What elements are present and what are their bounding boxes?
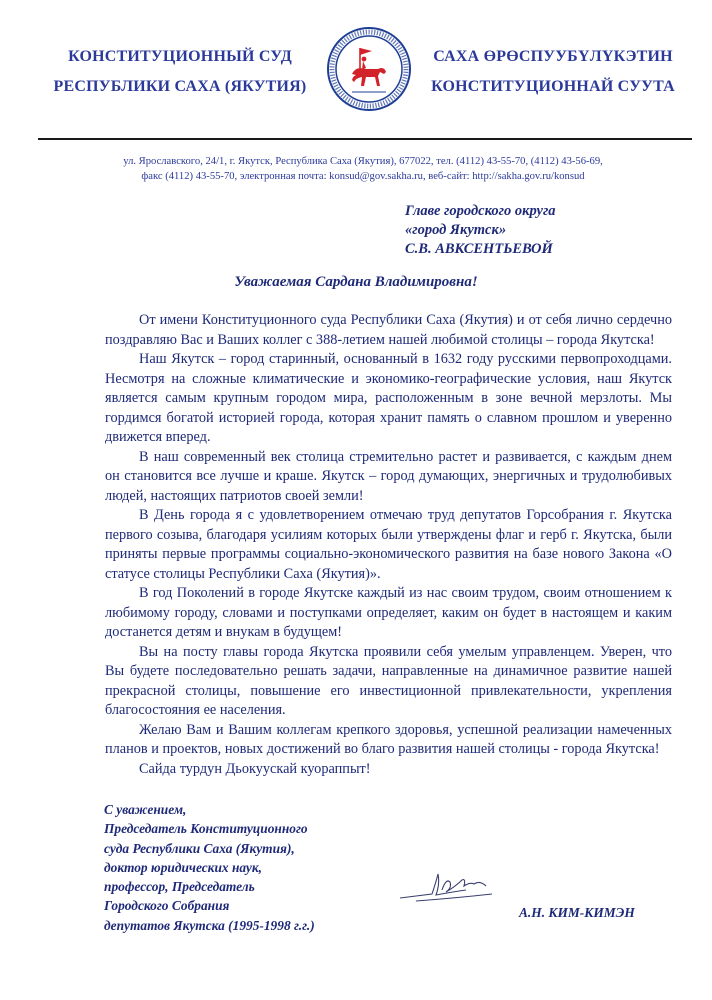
paragraph: От имени Конституционного суда Республики Саха (Якутия) и от себя лично сердечно поздравляю Вас и Ваших коллег с 388-летием нашей любимой столицы – города Якутска! (105, 312, 672, 348)
letter-body (105, 311, 672, 779)
court-name-sakha (418, 42, 688, 102)
paragraph: В наш современный век столица стремительно растет и развивается, с каждым днем он становится все лучше и краше. Якутск – город думающих, энергичных и трудолюбивых людей, настоящих патриотов своей земли! (105, 448, 672, 504)
closing-block (104, 800, 315, 935)
paragraph: Сайда турдун Дьокуускай куораппыт! (139, 760, 371, 777)
closing-line: С уважением, (104, 802, 187, 817)
court-name-russian (30, 42, 330, 102)
closing-line: Городского Собрания (104, 898, 230, 914)
closing-line: Председатель Конституционного (104, 821, 308, 837)
court-name-sakha-line2: КОНСТИТУЦИОННАЙ СУУТА (431, 78, 675, 95)
closing-line: депутатов Якутска (1995-1998 г.г.) (104, 917, 315, 933)
closing-line: суда Республики Саха (Якутия), (104, 840, 295, 856)
paragraph: Вы на посту главы города Якутска проявили себя умелым управленцем. Уверен, что Вы будете последовательно решать задачи, направленные на динамичное развитие нашей прекрасной столицы, повышение его инвестиционной привлекательности, укрепления благосостояния ее населения. (105, 643, 672, 718)
recipient-title: Главе городского округа (405, 203, 556, 219)
recipient-name: С.В. АВКСЕНТЬЕВОЙ (405, 241, 553, 257)
salutation: Уважаемая Сардана Владимировна! (234, 274, 478, 290)
recipient-city: «город Якутск» (405, 222, 507, 238)
address-line-1: ул. Ярославского, 24/1, г. Якутск, Республика Саха (Якутия), 677022, тел. (4112) 43-55-70, (4112) 43-56-69, (123, 156, 603, 167)
paragraph: Желаю Вам и Вашим коллегам крепкого здоровья, успешной реализации намеченных планов и проектов, новых достижений во благо развития нашей столицы - города Якутска! (105, 721, 672, 757)
paragraph: В год Поколений в городе Якутске каждый из нас своим трудом, своим отношением к любимому городу, словами и поступками определяет, каким он будет в настоящем и каким достанется детям и внукам в будущем! (105, 585, 672, 640)
signatory-name: А.Н. КИМ-КИМЭН (519, 905, 635, 920)
court-name-russian-line1: КОНСТИТУЦИОННЫЙ СУД (68, 48, 292, 65)
address-line-2: факс (4112) 43-55-70, электронная почта: konsud@gov.sakha.ru, веб-сайт: http://sakha.gov.ru/konsud (141, 171, 585, 182)
sakha-republic-emblem-icon (326, 26, 412, 112)
closing-line: профессор, Председатель (104, 879, 255, 895)
closing-line: доктор юридических наук, (104, 859, 262, 875)
paragraph: В День города я с удовлетворением отмечаю труд депутатов Горсобрания г. Якутска первого созыва, благодаря усилиям которых были утверждены флаг и герб г. Якутска, были приняты первые программы социально-экономического развития на базе нового Закона «О статусе столицы Республики Саха (Якутия)». (105, 507, 672, 582)
court-name-sakha-line1: САХА ӨРӨСПУУБҮЛҮКЭТИН (433, 48, 673, 65)
paragraph: Наш Якутск – город старинный, основанный в 1632 году русскими первопроходцами. Несмотря на сложные климатические и экономико-географические условия, наш Якутск является самым крупным городом мира, расположенным в зоне вечной мерзлоты. Мы гордимся богатой историей города, которая хранит память о славном прошлом и уверенно движется вперед. (105, 351, 672, 445)
court-name-russian-line2: РЕСПУБЛИКИ САХА (ЯКУТИЯ) (53, 78, 307, 95)
header-divider (38, 138, 692, 140)
handwritten-signature (396, 868, 506, 908)
